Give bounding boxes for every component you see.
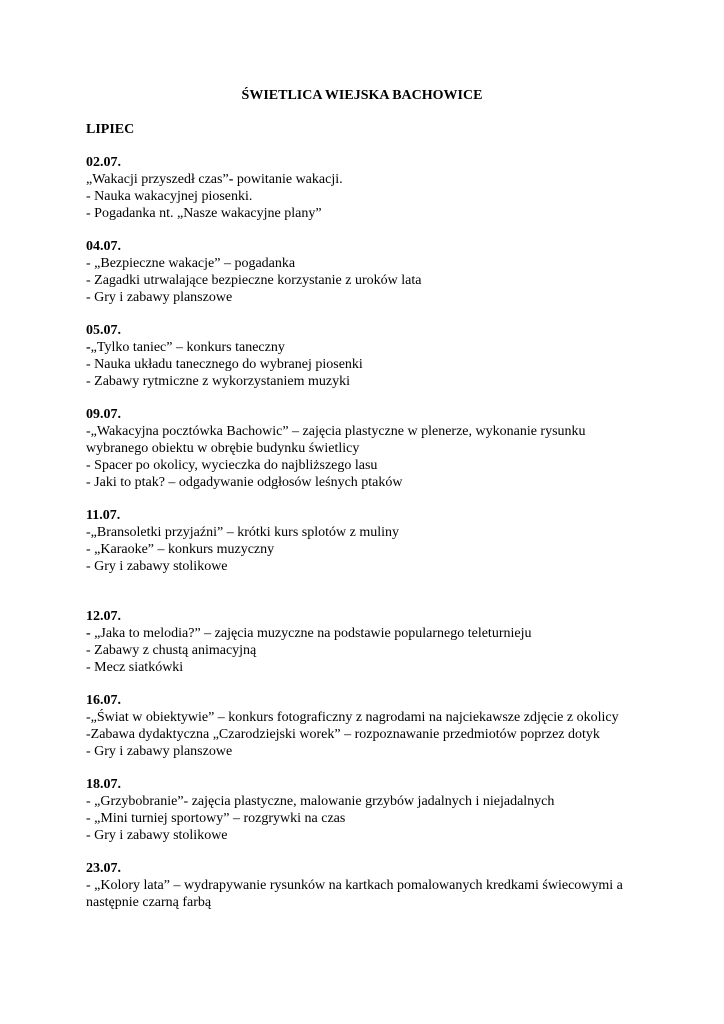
activity-line [86,423,646,457]
entry-date: 16.07. [86,693,121,708]
entry-date: 05.07. [86,323,121,338]
activity-line [86,205,646,222]
line-text: - Gry i zabawy planszowe [86,290,233,305]
schedule-entry [86,154,646,222]
activity-line [86,255,646,272]
schedule-entry [86,322,646,390]
entry-date: 18.07. [86,777,121,792]
entry-date: 04.07. [86,239,121,254]
line-text: - Pogadanka nt. „Nasze wakacyjne plany” [86,206,322,221]
line-prefix: - [228,172,234,187]
line-text: -„Świat w obiektywie” – konkurs fotograficzny z nagrodami na najciekawsze zdjęcie z okolicy [86,710,619,725]
schedule-list [86,154,646,927]
activity-line [86,524,646,541]
line-text: - Zagadki utrwalające bezpieczne korzystanie z uroków lata [86,273,422,288]
activity-line [86,810,646,827]
schedule-entry [86,507,646,575]
line-text: „Jaka to melodia?” – zajęcia muzyczne na podstawie popularnego teleturnieju [90,626,532,641]
activity-line [86,659,646,676]
activity-line [86,289,646,306]
activity-line [86,827,646,844]
activity-line [86,188,646,205]
activity-line [86,339,646,356]
line-text: - Jaki to ptak? – odgadywanie odgłosów leśnych ptaków [86,475,403,490]
line-prefix: - [86,340,91,355]
schedule-entry [86,238,646,306]
entry-date: 12.07. [86,609,121,624]
schedule-entry [86,608,646,676]
line-text: - „Grzybobranie”- zajęcia plastyczne, malowanie grzybów jadalnych i niejadalnych [86,794,555,809]
activity-line [86,457,646,474]
activity-line [86,709,646,726]
month-heading: LIPIEC [86,122,135,137]
line-text: - „Kolory lata” – wydrapywanie rysunków na kartkach pomalowanych kredkami świecowymi a następnie czarną farbą [86,878,623,910]
schedule-entry [86,860,646,911]
line-text: powitanie wakacji. [233,172,343,187]
line-text: „Wakacji przyszedł czas” [86,172,229,187]
line-text: - „Bezpieczne wakacje” – pogadanka [86,256,296,271]
line-text: - Spacer po okolicy, wycieczka do najbliższego lasu [86,458,378,473]
line-text: -Zabawa dydaktyczna „Czarodziejski worek” – rozpoznawanie przedmiotów poprzez dotyk [86,727,600,742]
line-text: - Gry i zabawy stolikowe [86,828,228,843]
activity-line [86,272,646,289]
activity-line [86,541,646,558]
entry-date: 09.07. [86,407,121,422]
line-text: „Tylko taniec” – konkurs taneczny [90,340,285,355]
line-text: - Nauka wakacyjnej piosenki. [86,189,253,204]
activity-line [86,877,646,911]
activity-line [86,558,646,575]
activity-line [86,373,646,390]
line-text: -„Wakacyjna pocztówka Bachowic” – zajęcia plastyczne w plenerze, wykonanie rysunku wybranego obiektu w obrębie budynku świetlicy [86,424,586,456]
line-text: - Nauka układu tanecznego do wybranej piosenki [86,357,363,372]
document-title: ŚWIETLICA WIEJSKA BACHOWICE [241,88,483,103]
activity-line [86,726,646,743]
line-prefix: - [86,626,91,641]
activity-line [86,474,646,491]
activity-line [86,793,646,810]
line-text: - Mecz siatkówki [86,660,184,675]
entry-date: 11.07. [86,508,121,523]
activity-line [86,356,646,373]
activity-line [86,743,646,760]
entry-date: 23.07. [86,861,121,876]
activity-line [86,642,646,659]
line-text: - „Mini turniej sportowy” – rozgrywki na czas [86,811,346,826]
line-text: - Zabawy z chustą animacyjną [86,643,257,658]
activity-line [86,171,646,188]
schedule-entry [86,776,646,844]
schedule-entry [86,406,646,491]
activity-line [86,625,646,642]
line-text: - „Karaoke” – konkurs muzyczny [86,542,275,557]
line-text: -„Bransoletki przyjaźni” – krótki kurs splotów z muliny [86,525,399,540]
line-text: - Zabawy rytmiczne z wykorzystaniem muzyki [86,374,350,389]
line-text: - Gry i zabawy stolikowe [86,559,228,574]
entry-date: 02.07. [86,155,121,170]
line-text: - Gry i zabawy planszowe [86,744,233,759]
schedule-entry [86,692,646,760]
